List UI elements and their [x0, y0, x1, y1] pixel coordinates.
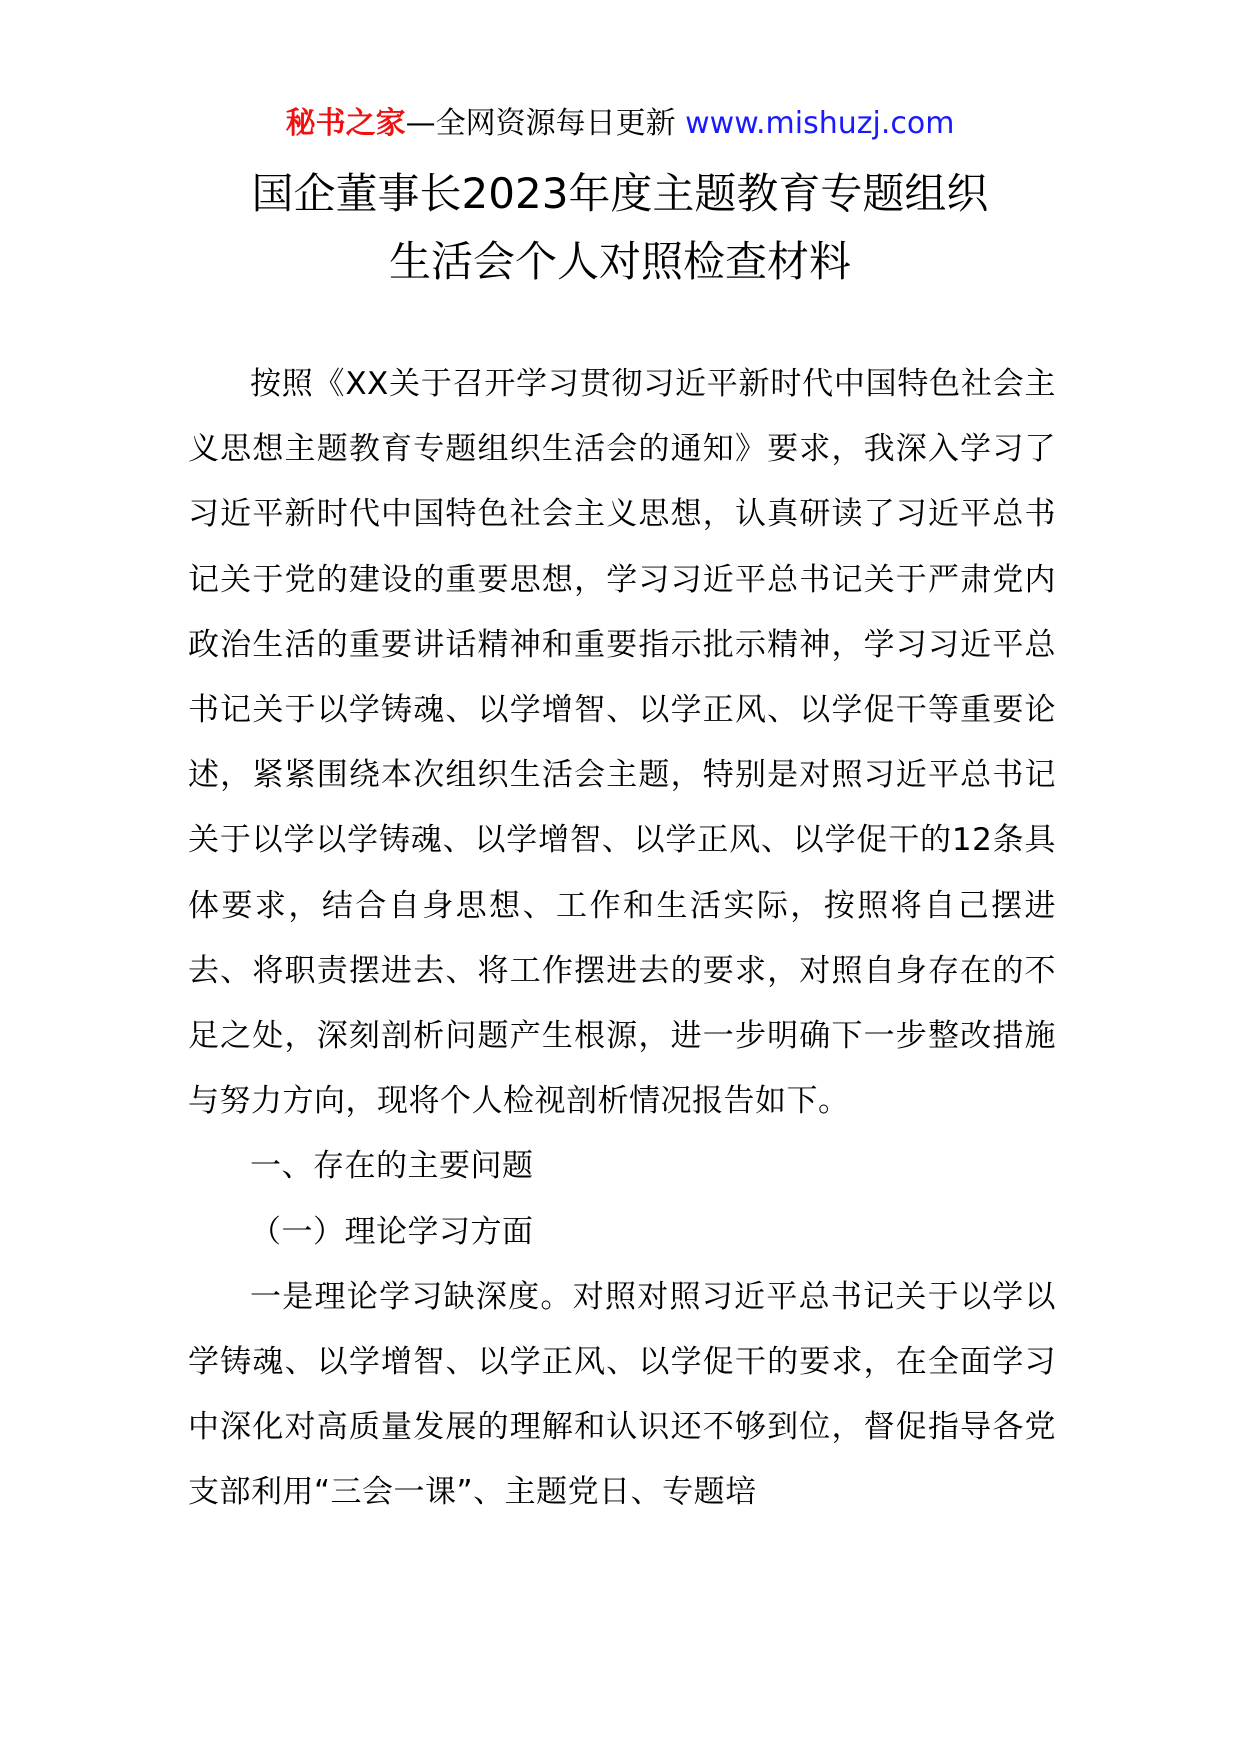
document-body	[188, 352, 1056, 1526]
site-url-link[interactable]: www.mishuzj.com	[685, 106, 955, 141]
document-title	[0, 160, 1240, 296]
site-brand: 秘书之家	[285, 106, 406, 141]
section-heading: 一、存在的主要问题	[250, 1148, 534, 1185]
site-slogan: —全网资源每日更新	[405, 106, 686, 141]
site-header	[0, 104, 1240, 144]
intro-paragraph: 按照《XX关于召开学习贯彻习近平新时代中国特色社会主义思想主题教育专题组织生活会的通知》要求，我深入学习了习近平新时代中国特色社会主义思想，认真研读了习近平总书记关于党的建设的重要思想，学习习近平总书记关于严肃党内政治生活的重要讲话精神和重要指示批示精神，学习习近平总书记关于以学铸魂、以学增智、以学正风、以学促干等重要论述，紧紧围绕本次组织生活会主题，特别是对照习近平总书记关于以学以学铸魂、以学增智、以学正风、以学促干的12条具体要求，结合自身思想、工作和生活实际，按照将自己摆进去、将职责摆进去、将工作摆进去的要求，对照自身存在的不足之处，深刻剖析问题产生根源，进一步明确下一步整改措施与努力方向，现将个人检视剖析情况报告如下。	[188, 366, 1056, 1120]
title-line-2: 生活会个人对照检查材料	[388, 237, 851, 286]
body-paragraph: 一是理论学习缺深度。对照对照习近平总书记关于以学以学铸魂、以学增智、以学正风、以学促干的要求，在全面学习中深化对高质量发展的理解和认识还不够到位，督促指导各党支部利用“三会一课”、主题党日、专题培	[188, 1278, 1056, 1511]
subsection-heading: （一）理论学习方面	[250, 1213, 534, 1250]
title-line-1: 国企董事长2023年度主题教育专题组织	[251, 169, 989, 218]
